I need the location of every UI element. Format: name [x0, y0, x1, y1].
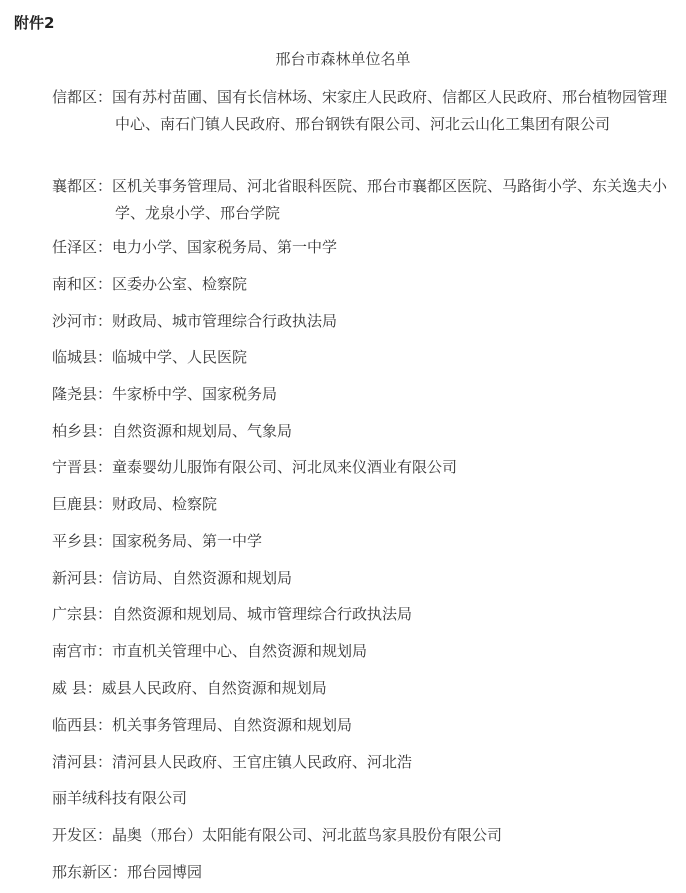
- district-label: 任泽区：: [52, 238, 113, 256]
- list-item-qinghe: [52, 749, 682, 776]
- list-item-lincheng: [52, 344, 682, 371]
- list-item-weixian: [52, 675, 682, 702]
- district-label: 威 县：: [52, 679, 102, 697]
- unit-list: 区委办公室、检察院: [112, 275, 248, 293]
- district-label: 襄都区：: [52, 177, 113, 195]
- list-item-xinhe: [52, 565, 682, 592]
- district-label: 宁晋县：: [52, 458, 113, 476]
- list-item-xiangdu: [52, 173, 682, 227]
- unit-list: 牛家桥中学、国家税务局: [112, 385, 278, 403]
- list-item-shahe: [52, 308, 682, 335]
- district-label: 巨鹿县：: [52, 495, 113, 513]
- list-item-xingdong: [52, 859, 682, 886]
- unit-list: 清河县人民政府、王官庄镇人民政府、河北浩: [112, 753, 413, 771]
- list-item-longyao: [52, 381, 682, 408]
- unit-list: 自然资源和规划局、城市管理综合行政执法局: [112, 605, 413, 623]
- list-item-xindu: [52, 84, 682, 138]
- list-item-baixiang: [52, 418, 682, 445]
- unit-list: 童泰婴幼儿服饰有限公司、河北凤来仪酒业有限公司: [112, 458, 458, 476]
- attachment-label: 附件2: [14, 14, 55, 32]
- unit-list: 区机关事务管理局、河北省眼科医院、邢台市襄都区医院、马路街小学、东关逸夫小学、龙泉小学、邢台学院: [112, 177, 668, 222]
- unit-list: 财政局、城市管理综合行政执法局: [112, 312, 338, 330]
- unit-list: 晶奥（邢台）太阳能有限公司、河北蓝鸟家具股份有限公司: [112, 826, 503, 844]
- list-item-linxi: [52, 712, 682, 739]
- unit-list: 自然资源和规划局、气象局: [112, 422, 293, 440]
- list-item-julu: [52, 491, 682, 518]
- unit-list: 临城中学、人民医院: [112, 348, 248, 366]
- district-label: 柏乡县：: [52, 422, 113, 440]
- district-label: 广宗县：: [52, 605, 113, 623]
- unit-list: 财政局、检察院: [112, 495, 218, 513]
- district-label: 清河县：: [52, 753, 113, 771]
- unit-list: 信访局、自然资源和规划局: [112, 569, 293, 587]
- unit-list: 电力小学、国家税务局、第一中学: [112, 238, 338, 256]
- list-item-ningjin: [52, 454, 682, 481]
- unit-list: 机关事务管理局、自然资源和规划局: [112, 716, 353, 734]
- district-label: 临城县：: [52, 348, 113, 366]
- district-label: 信都区：: [52, 88, 113, 106]
- district-label: 临西县：: [52, 716, 113, 734]
- district-label: 南和区：: [52, 275, 113, 293]
- unit-list: 邢台园博园: [127, 863, 203, 881]
- district-label: 开发区：: [52, 826, 113, 844]
- list-item-qinghe-continued: [52, 785, 682, 812]
- list-item-kaifaqu: [52, 822, 682, 849]
- list-item-nangong: [52, 638, 682, 665]
- district-label: 平乡县：: [52, 532, 113, 550]
- list-item-nanhe: [52, 271, 682, 298]
- list-item-pingxiang: [52, 528, 682, 555]
- district-label: 沙河市：: [52, 312, 113, 330]
- unit-list: 威县人民政府、自然资源和规划局: [101, 679, 327, 697]
- unit-list: 国家税务局、第一中学: [112, 532, 263, 550]
- document-title: 邢台市森林单位名单: [275, 50, 411, 68]
- list-item-renze: [52, 234, 682, 261]
- district-label: 新河县：: [52, 569, 113, 587]
- unit-list: 国有苏村苗圃、国有长信林场、宋家庄人民政府、信都区人民政府、邢台植物园管理中心、南石门镇人民政府、邢台钢铁有限公司、河北云山化工集团有限公司: [112, 88, 668, 133]
- district-label: 南宫市：: [52, 642, 113, 660]
- district-label: 邢东新区：: [52, 863, 128, 881]
- district-label: 隆尧县：: [52, 385, 113, 403]
- unit-list: 市直机关管理中心、自然资源和规划局: [112, 642, 368, 660]
- unit-list: 丽羊绒科技有限公司: [52, 789, 188, 807]
- list-item-guangzong: [52, 601, 682, 628]
